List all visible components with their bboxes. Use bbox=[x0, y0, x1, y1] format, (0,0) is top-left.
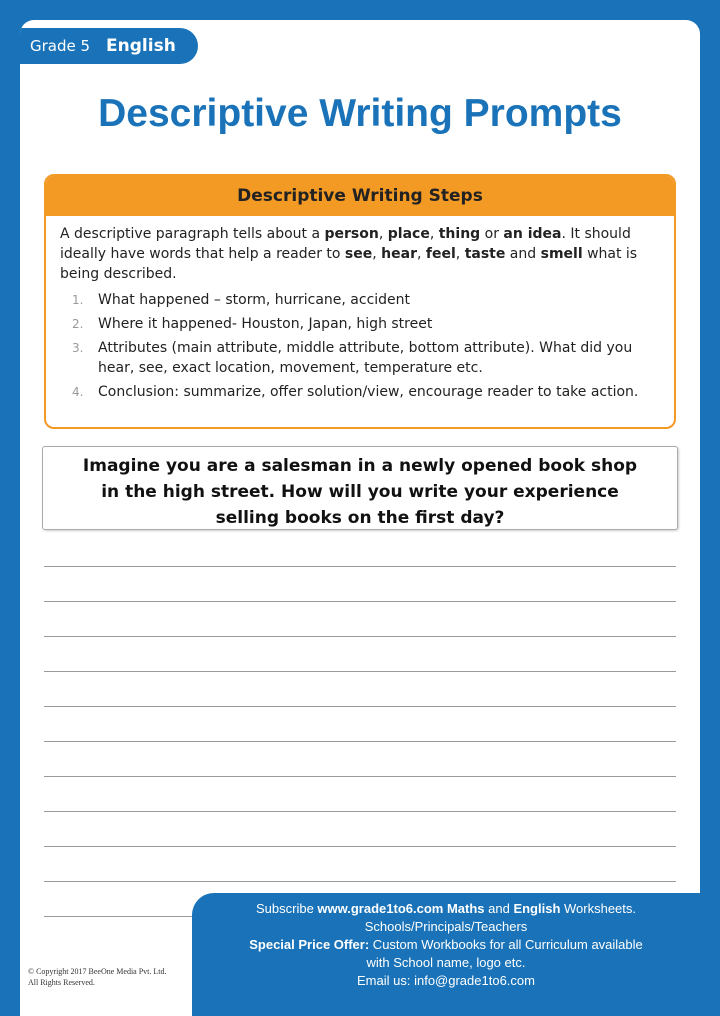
writing-line[interactable] bbox=[44, 741, 676, 742]
grade-label: Grade 5 bbox=[30, 37, 91, 55]
item-number: 4. bbox=[72, 385, 84, 399]
list-item bbox=[60, 290, 660, 310]
item-text: Conclusion: summarize, offer solution/view, encourage reader to take action. bbox=[98, 384, 639, 400]
writing-line[interactable] bbox=[44, 601, 676, 602]
writing-line[interactable] bbox=[44, 846, 676, 847]
grade-subject-tab bbox=[20, 28, 198, 64]
list-item bbox=[60, 338, 660, 378]
prompt-line: Imagine you are a salesman in a newly opened book shop bbox=[82, 456, 638, 476]
writing-line[interactable] bbox=[44, 566, 676, 567]
item-text: Attributes (main attribute, middle attribute, bottom attribute). What did you hear, see, exact location, movement, temperature etc. bbox=[98, 340, 633, 376]
email-line[interactable]: Email us: info@grade1to6.com bbox=[357, 973, 535, 988]
prompt-line: selling books on the first day? bbox=[215, 508, 505, 528]
copyright-notice: © Copyright 2017 BeeOne Media Pvt. Ltd. All Rights Reserved. bbox=[28, 967, 167, 987]
offer-detail-line: with School name, logo etc. bbox=[366, 955, 526, 970]
footer-text bbox=[206, 900, 686, 990]
offer-line: Special Price Offer: Custom Workbooks for all Curriculum available bbox=[249, 937, 643, 952]
writing-line[interactable] bbox=[44, 671, 676, 672]
page-title: Descriptive Writing Prompts bbox=[98, 92, 622, 135]
item-text: Where it happened- Houston, Japan, high street bbox=[98, 316, 433, 332]
writing-steps-box bbox=[44, 174, 676, 429]
item-number: 1. bbox=[72, 293, 84, 307]
audience-line: Schools/Principals/Teachers bbox=[364, 919, 528, 934]
prompt-line: in the high street. How will you write your experience bbox=[101, 482, 619, 502]
worksheet-page bbox=[20, 20, 700, 1016]
item-number: 3. bbox=[72, 341, 84, 355]
item-text: What happened – storm, hurricane, accident bbox=[98, 292, 411, 308]
list-item bbox=[60, 382, 660, 402]
steps-list bbox=[60, 290, 660, 402]
subscribe-line: Subscribe www.grade1to6.com Maths and English Worksheets. bbox=[255, 901, 637, 916]
writing-line[interactable] bbox=[44, 706, 676, 707]
subject-label: English bbox=[106, 36, 176, 56]
writing-prompt-box bbox=[42, 446, 678, 530]
steps-heading: Descriptive Writing Steps bbox=[46, 176, 674, 216]
writing-line[interactable] bbox=[44, 881, 676, 882]
steps-body bbox=[46, 216, 674, 402]
writing-line[interactable] bbox=[44, 636, 676, 637]
writing-line[interactable] bbox=[44, 811, 676, 812]
list-item bbox=[60, 314, 660, 334]
steps-intro: A descriptive paragraph tells about a person, place, thing or an idea. It should ideally have words that help a reader to see, hear, feel, taste and smell what is being described. bbox=[60, 226, 638, 282]
item-number: 2. bbox=[72, 317, 84, 331]
writing-line[interactable] bbox=[44, 776, 676, 777]
